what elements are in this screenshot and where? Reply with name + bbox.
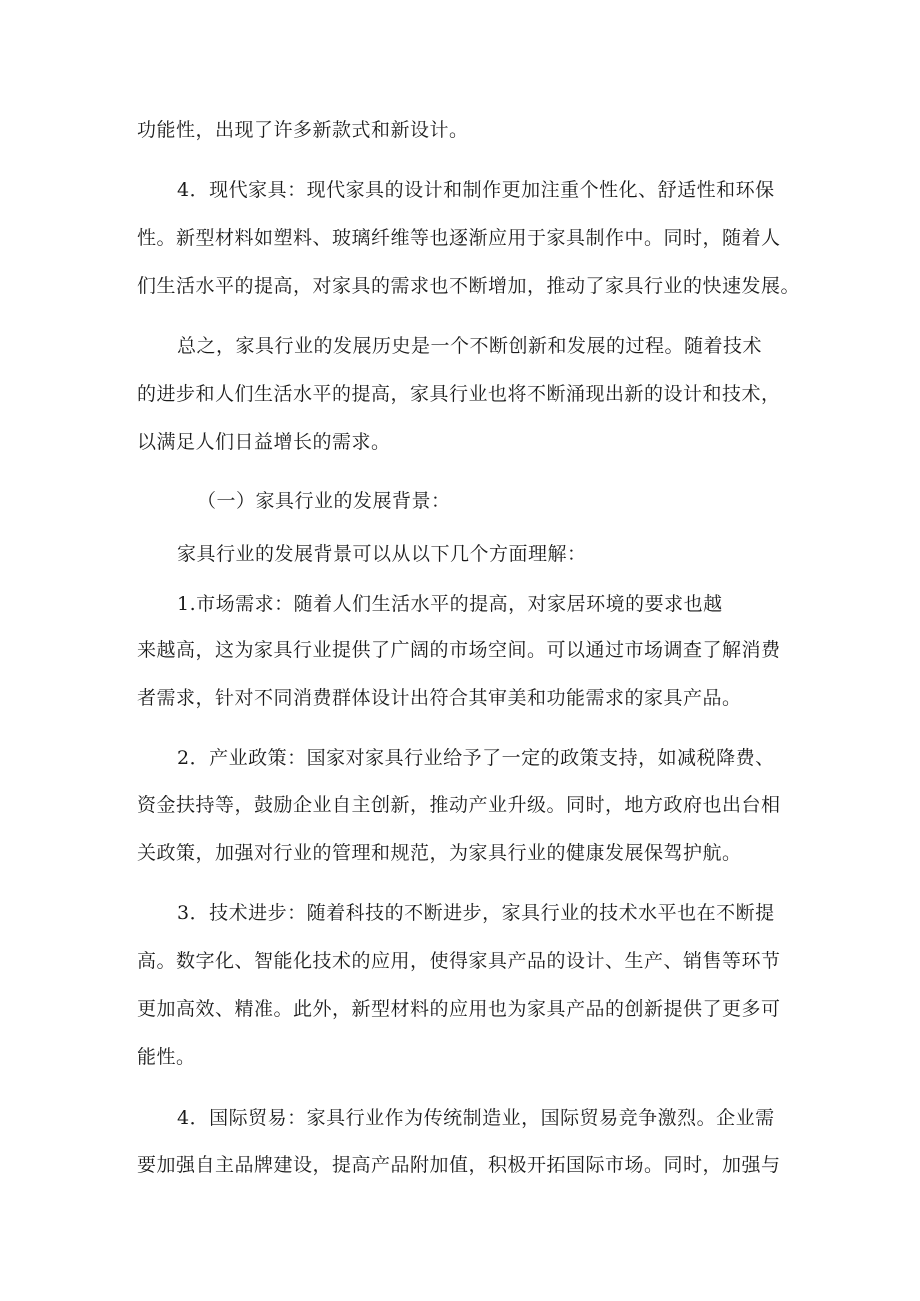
paragraph-line: 功能性，出现了许多新款式和新设计。: [137, 119, 469, 141]
paragraph-line: 4．现代家具：现代家具的设计和制作更加注重个性化、舒适性和环保: [177, 179, 775, 201]
paragraph-line: 高。数字化、智能化技术的应用，使得家具产品的设计、生产、销售等环节: [137, 950, 781, 972]
section-heading: （一）家具行业的发展背景：: [197, 490, 451, 512]
paragraph-line: 们生活水平的提高，对家具的需求也不断增加，推动了家具行业的快速发展。: [137, 275, 801, 297]
paragraph-line: 性。新型材料如塑料、玻璃纤维等也逐渐应用于家具制作中。同时，随着人: [137, 227, 781, 249]
paragraph-line: 更加高效、精准。此外，新型材料的应用也为家具产品的创新提供了更多可: [137, 998, 781, 1020]
paragraph-line: 要加强自主品牌建设，提高产品附加值，积极开拓国际市场。同时，加强与: [137, 1154, 781, 1176]
paragraph-line: 3．技术进步：随着科技的不断进步，家具行业的技术水平也在不断提: [177, 902, 775, 924]
paragraph-line: 资金扶持等，鼓励企业自主创新，推动产业升级。同时，地方政府也出台相: [137, 794, 781, 816]
paragraph-line: 关政策，加强对行业的管理和规范，为家具行业的健康发展保驾护航。: [137, 842, 742, 864]
paragraph-line: 总之，家具行业的发展历史是一个不断创新和发展的过程。随着技术: [177, 335, 763, 357]
paragraph-line: 的进步和人们生活水平的提高，家具行业也将不断涌现出新的设计和技术，: [137, 383, 781, 405]
paragraph-line: 者需求，针对不同消费群体设计出符合其审美和功能需求的家具产品。: [137, 687, 742, 709]
paragraph-line: 能性。: [137, 1046, 196, 1068]
paragraph-line: 来越高，这为家具行业提供了广阔的市场空间。可以通过市场调查了解消费: [137, 639, 781, 661]
paragraph-line: 家具行业的发展背景可以从以下几个方面理解：: [177, 543, 587, 565]
paragraph-line: 1.市场需求：随着人们生活水平的提高，对家居环境的要求也越: [177, 593, 723, 615]
paragraph-line: 4．国际贸易：家具行业作为传统制造业，国际贸易竞争激烈。企业需: [177, 1107, 775, 1129]
paragraph-line: 2．产业政策：国家对家具行业给予了一定的政策支持，如减税降费、: [177, 747, 775, 769]
paragraph-line: 以满足人们日益增长的需求。: [137, 431, 391, 453]
